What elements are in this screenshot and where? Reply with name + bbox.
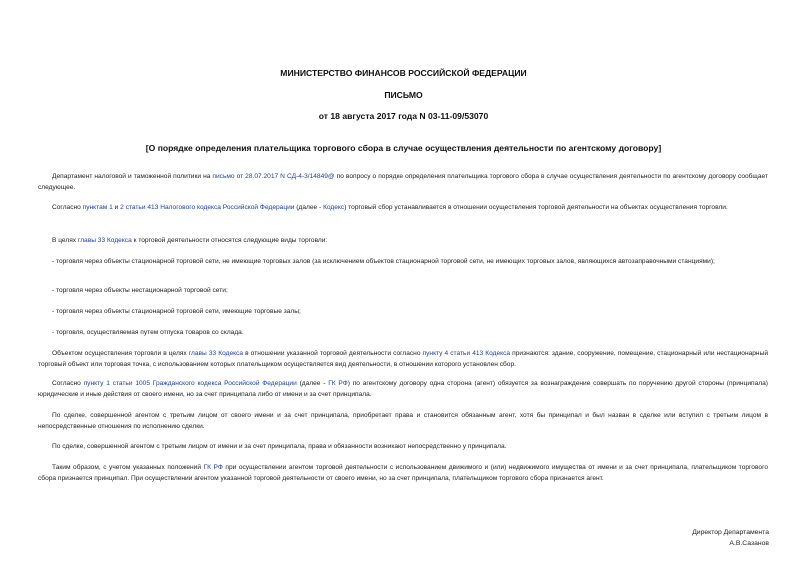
p1-text-2: по вопросу о порядке определения плательщика торгового сбора в случае осуществления деятельности по агентскому договору сообщает следующее. <box>38 173 768 191</box>
paragraph-1 <box>38 171 768 193</box>
signature-position: Директор Департамента <box>692 529 769 536</box>
p5-text-2: (далее - <box>296 380 329 387</box>
list-item: - торговля через объекты стационарной торговой сети, не имеющие торговых залов (за исключением объектов стационарной торговой сети, не имеющих торговых залов, являющихся автозаправочными станциями); <box>52 258 715 265</box>
p3-text-1: В целях <box>52 237 78 244</box>
link-article-1005-civil-code[interactable]: пункту 1 статьи 1005 Гражданского кодекса Российской Федерации <box>83 380 297 387</box>
document-type: ПИСЬМО <box>384 90 423 100</box>
document-date-number: от 18 августа 2017 года N 03-11-09/53070 <box>318 111 489 121</box>
link-letter-sd-4-3[interactable]: письмо от 28.07.2017 N СД-4-3/14849@ <box>212 173 335 180</box>
link-paragraph-4-article-413[interactable]: пункту 4 статьи 413 Кодекса <box>422 350 511 357</box>
paragraph-8 <box>38 462 768 484</box>
list-item: - торговля через объекты нестационарной торговой сети; <box>52 287 228 294</box>
paragraph-2 <box>38 202 768 213</box>
list-item: - торговля, осуществляемая путем отпуска товаров со склада. <box>52 329 244 336</box>
p2-text-4: ) торговый сбор устанавливается в отношении осуществления торговой деятельности на объектах осуществления торговли. <box>344 204 728 211</box>
paragraph-7: По сделке, совершенной агентом с третьим лицом от имени и за счет принципала, права и обязанности возникают непосредственно у принципала. <box>52 443 507 450</box>
link-chapter-33[interactable]: главы 33 Кодекса <box>77 237 132 244</box>
link-paragraphs-1[interactable]: пунктам 1 <box>82 204 113 211</box>
p2-text-1: Согласно <box>52 204 83 211</box>
p4-text-3: признаются: здание, сооружение, помещение, стационарный или нестационарный торговый объект или торговая точка, с использованием которых плательщиком осуществляется вид деятельности, в отношении которого установлен сбор. <box>38 350 768 368</box>
paragraph-3 <box>38 235 768 246</box>
link-code[interactable]: Кодекс <box>323 204 345 211</box>
p5-text-3: ) по агентскому договору одна сторона (агент) обязуется за вознаграждение совершать по поручению другой стороны (принципала) юридические и иные действия от своего имени, но за счет принципала либо от имени и за счет принципала. <box>38 380 768 398</box>
p2-text-3: (далее - <box>294 204 324 211</box>
p5-text-1: Согласно <box>52 380 84 387</box>
p2-text-2: и <box>112 204 121 211</box>
link-chapter-33[interactable]: главы 33 Кодекса <box>188 350 244 357</box>
paragraph-6: По сделке, совершенной агентом с третьим лицом от своего имени и за счет принципала, приобретает права и становится обязанным агент, хотя бы принципал и был назван в сделке или вступил с третьим лицом в непосредственные отношения по исполнению сделки. <box>38 412 768 430</box>
p1-text-1: Департамент налоговой и таможенной политики на <box>52 173 213 180</box>
p8-text-2: при осуществлении агентом торговой деятельности с использованием движимого и (или) недвижимого имущества от имени и за счет принципала, плательщиком торгового сбора признается принципал. При осуществлении агентом указанной торговой деятельности от своего имени, но за счет принципала, плательщиком торгового сбора признается агент. <box>38 464 768 482</box>
p3-text-2: к торговой деятельности относятся следующие виды торговли: <box>131 237 328 244</box>
paragraph-4 <box>38 348 768 370</box>
document-subject: [О порядке определения плательщика торгового сбора в случае осуществления деятельности по агентскому договору] <box>145 143 662 153</box>
p4-text-1: Объектом осуществления торговли в целях <box>52 350 189 357</box>
ministry-title: МИНИСТЕРСТВО ФИНАНСОВ РОССИЙСКОЙ ФЕДЕРАЦИИ <box>280 68 527 78</box>
link-civil-code[interactable]: ГК РФ <box>328 380 348 387</box>
signature-name: А.В.Сазанов <box>729 540 769 547</box>
p8-text-1: Таким образом, с учетом указанных положений <box>52 464 204 471</box>
link-civil-code[interactable]: ГК РФ <box>203 464 223 471</box>
link-article-413-tax-code[interactable]: 2 статьи 413 Налогового кодекса Российской Федерации <box>120 204 295 211</box>
p4-text-2: в отношении указанной торговой деятельности согласно <box>243 350 423 357</box>
paragraph-5 <box>38 378 768 400</box>
list-item: - торговля через объекты стационарной торговой сети, имеющие торговые залы; <box>52 308 301 315</box>
